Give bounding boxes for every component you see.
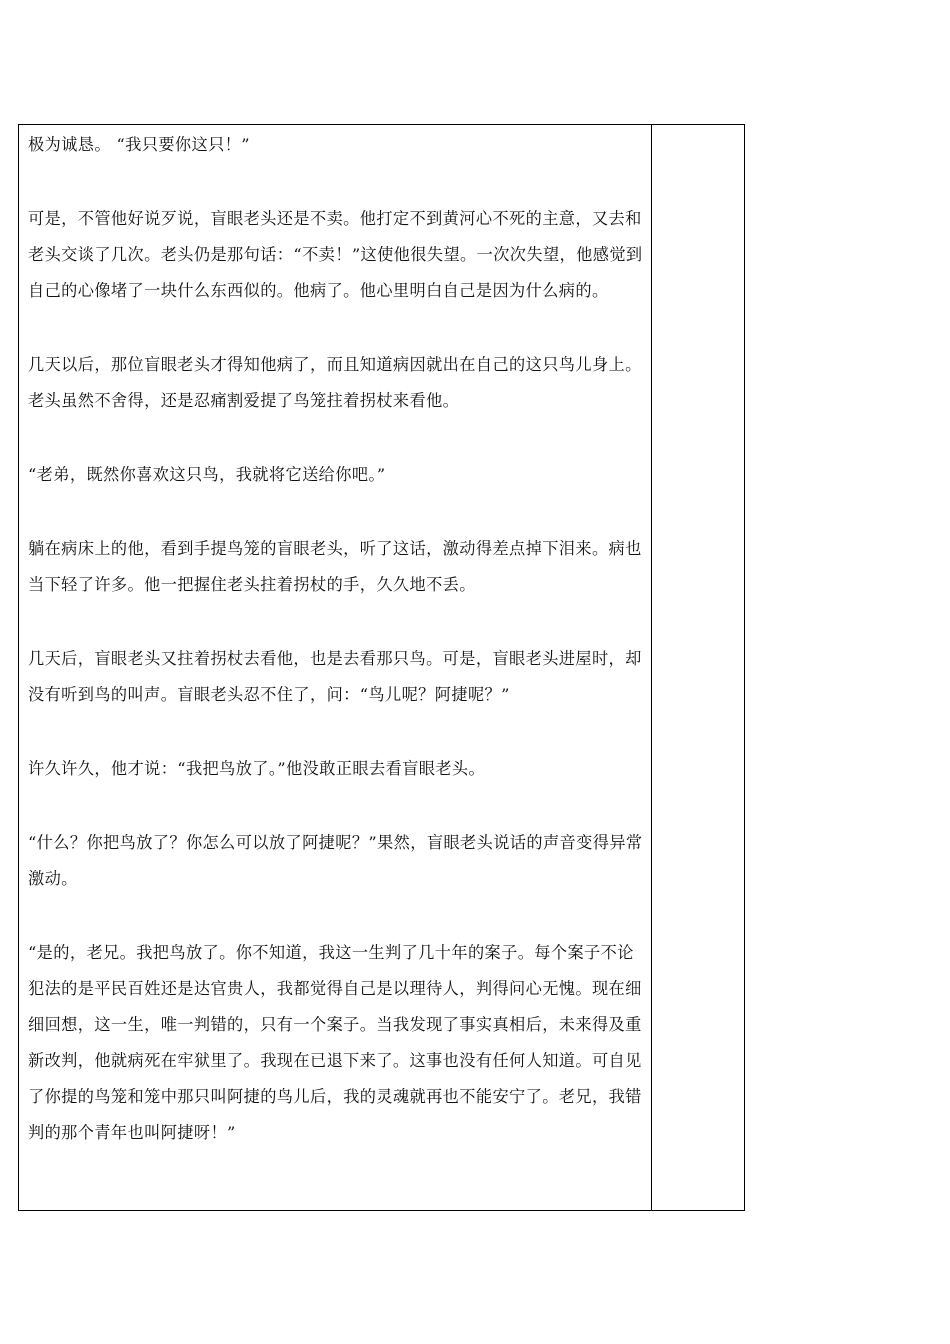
- paragraph-gap: [28, 897, 643, 935]
- paragraph-1: 极为诚恳。 “我只要你这只！”: [28, 135, 250, 154]
- paragraph-8: “什么？你把鸟放了？你怎么可以放了阿捷呢？”果然，盲眼老头说话的声音变得异常激动。: [28, 833, 643, 888]
- paragraph-gap: [28, 787, 643, 825]
- paragraph-gap: [28, 163, 643, 201]
- paragraph-gap: [28, 493, 643, 531]
- paragraph-gap: [28, 603, 643, 641]
- paragraph-9: “是的，老兄。我把鸟放了。你不知道，我这一生判了几十年的案子。每个案子不论犯法的是平民百姓还是达官贵人，我都觉得自己是以理待人，判得问心无愧。现在细细回想，这一生，唯一判错的，只有一个案子。当我发现了事实真相后，未来得及重新改判，他就病死在牢狱里了。我现在已退下来了。这事也没有任何人知道。可自见了你提的鸟笼和笼中那只叫阿捷的鸟儿后，我的灵魂就再也不能安宁了。老兄，我错判的那个青年也叫阿捷呀！”: [28, 943, 642, 1142]
- text-cell: [19, 125, 652, 1210]
- paragraph-2: 可是，不管他好说歹说，盲眼老头还是不卖。他打定不到黄河心不死的主意，又去和老头交谈了几次。老头仍是那句话：“不卖！”这使他很失望。一次次失望，他感觉到自己的心像堵了一块什么东西似的。他病了。他心里明白自己是因为什么病的。: [28, 209, 643, 300]
- paragraph-gap: [28, 419, 643, 457]
- paragraph-6: 几天后，盲眼老头又拄着拐杖去看他，也是去看那只鸟。可是，盲眼老头进屋时，却没有听到鸟的叫声。盲眼老头忍不住了，问：“鸟儿呢？阿捷呢？”: [28, 649, 642, 704]
- paragraph-3: 几天以后，那位盲眼老头才得知他病了，而且知道病因就出在自己的这只鸟儿身上。老头虽然不舍得，还是忍痛割爱提了鸟笼拄着拐杖来看他。: [28, 355, 642, 410]
- document-table: [18, 124, 745, 1211]
- paragraph-7: 许久许久，他才说：“我把鸟放了。”他没敢正眼去看盲眼老头。: [28, 759, 486, 778]
- paragraph-gap: [28, 309, 643, 347]
- paragraph-gap: [28, 713, 643, 751]
- side-cell: [652, 125, 744, 1210]
- paragraph-4: “老弟，既然你喜欢这只鸟，我就将它送给你吧。”: [28, 465, 386, 484]
- paragraph-5: 躺在病床上的他，看到手提鸟笼的盲眼老头，听了这话，激动得差点掉下泪来。病也当下轻了许多。他一把握住老头拄着拐杖的手，久久地不丢。: [28, 539, 642, 594]
